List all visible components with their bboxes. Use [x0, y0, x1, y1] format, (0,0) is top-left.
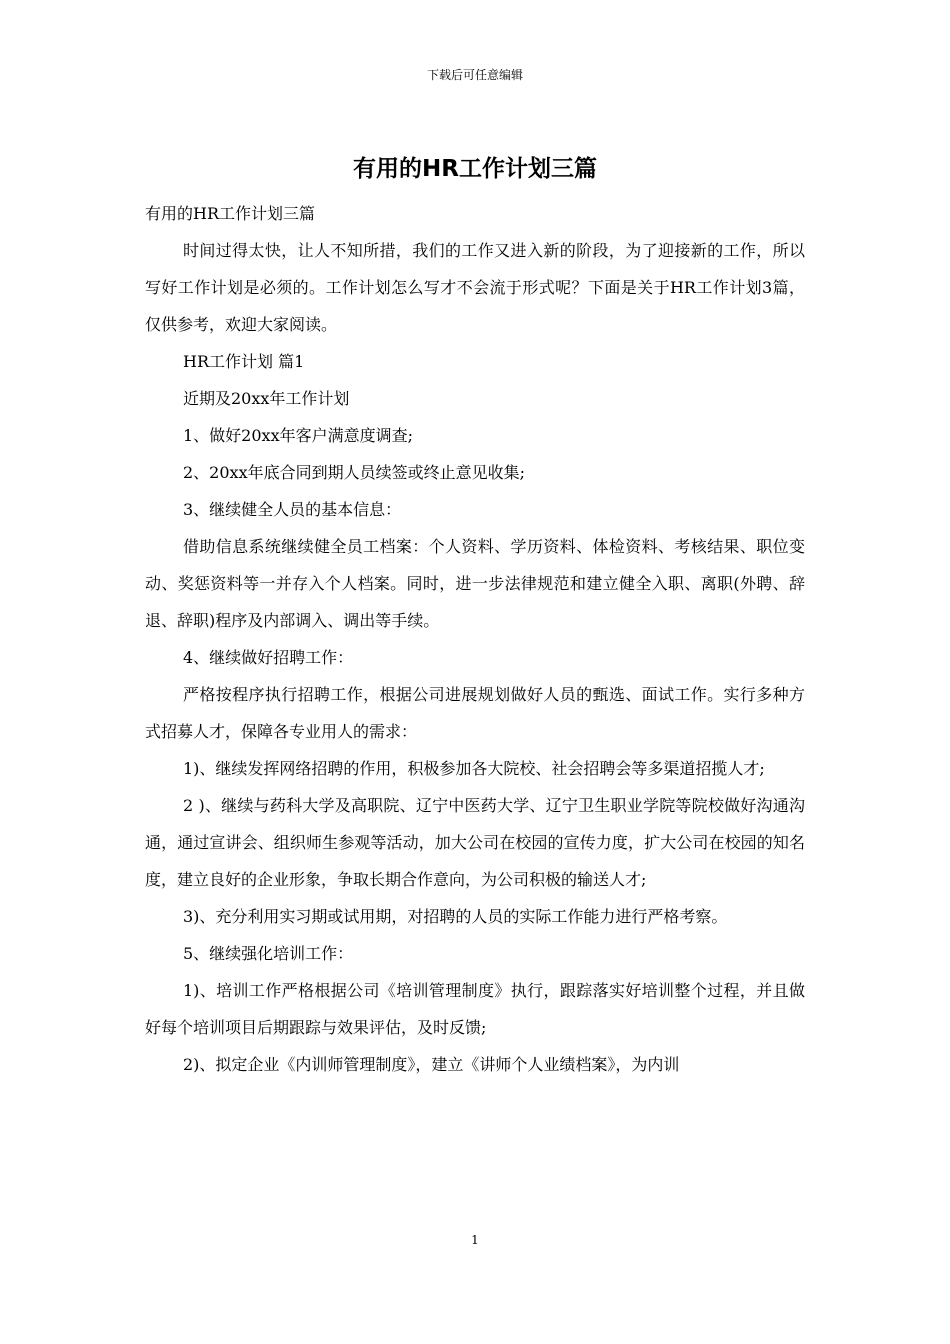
body-paragraph: 严格按程序执行招聘工作，根据公司进展规划做好人员的甄选、面试工作。实行多种方式招募人才，保障各专业用人的需求：: [145, 685, 805, 741]
sub-list-item: 3)、充分利用实习期或试用期，对招聘的人员的实际工作能力进行严格考察。: [183, 907, 728, 926]
list-item: 3、继续健全人员的基本信息：: [183, 500, 402, 519]
sub-list-item: 2 )、继续与药科大学及高职院、辽宁中医药大学、辽宁卫生职业学院等院校做好沟通沟通，通过宣讲会、组织师生参观等活动，加大公司在校园的宣传力度，扩大公司在校园的知名度，建立良好的企业形象，争取长期合作意向，为公司积极的输送人才;: [145, 796, 805, 889]
document-body: [145, 195, 805, 1083]
sub-list-item: 2)、拟定企业《内训师管理制度》，建立《讲师个人业绩档案》，为内训: [183, 1055, 680, 1074]
page-header-note: 下载后可任意编辑: [426, 68, 523, 82]
list-item: 4、继续做好招聘工作：: [183, 648, 354, 667]
body-paragraph: 借助信息系统继续健全员工档案：个人资料、学历资料、体检资料、考核结果、职位变动、奖惩资料等一并存入个人档案。同时，进一步法律规范和建立健全入职、离职(外聘、辞退、辞职)程序及内部调入、调出等手续。: [145, 537, 805, 630]
sub-list-item: 1)、培训工作严格根据公司《培训管理制度》执行，跟踪落实好培训整个过程，并且做好每个培训项目后期跟踪与效果评估，及时反馈;: [145, 981, 805, 1037]
document-title: 有用的HR工作计划三篇: [353, 156, 597, 182]
body-paragraph: 近期及20xx年工作计划: [183, 389, 350, 408]
list-item: 2、20xx年底合同到期人员续签或终止意见收集;: [183, 463, 525, 482]
body-paragraph: 有用的HR工作计划三篇: [145, 204, 316, 223]
sub-list-item: 1)、继续发挥网络招聘的作用，积极参加各大院校、社会招聘会等多渠道招揽人才;: [183, 759, 765, 778]
section-heading: HR工作计划 篇1: [183, 352, 305, 371]
body-paragraph: 时间过得太快，让人不知所措，我们的工作又进入新的阶段，为了迎接新的工作，所以写好工作计划是必须的。工作计划怎么写才不会流于形式呢？下面是关于HR工作计划3篇，仅供参考，欢迎大家阅读。: [145, 241, 805, 334]
page-number: 1: [471, 1233, 479, 1247]
list-item: 5、继续强化培训工作：: [183, 944, 354, 963]
list-item: 1、做好20xx年客户满意度调查;: [183, 426, 413, 445]
